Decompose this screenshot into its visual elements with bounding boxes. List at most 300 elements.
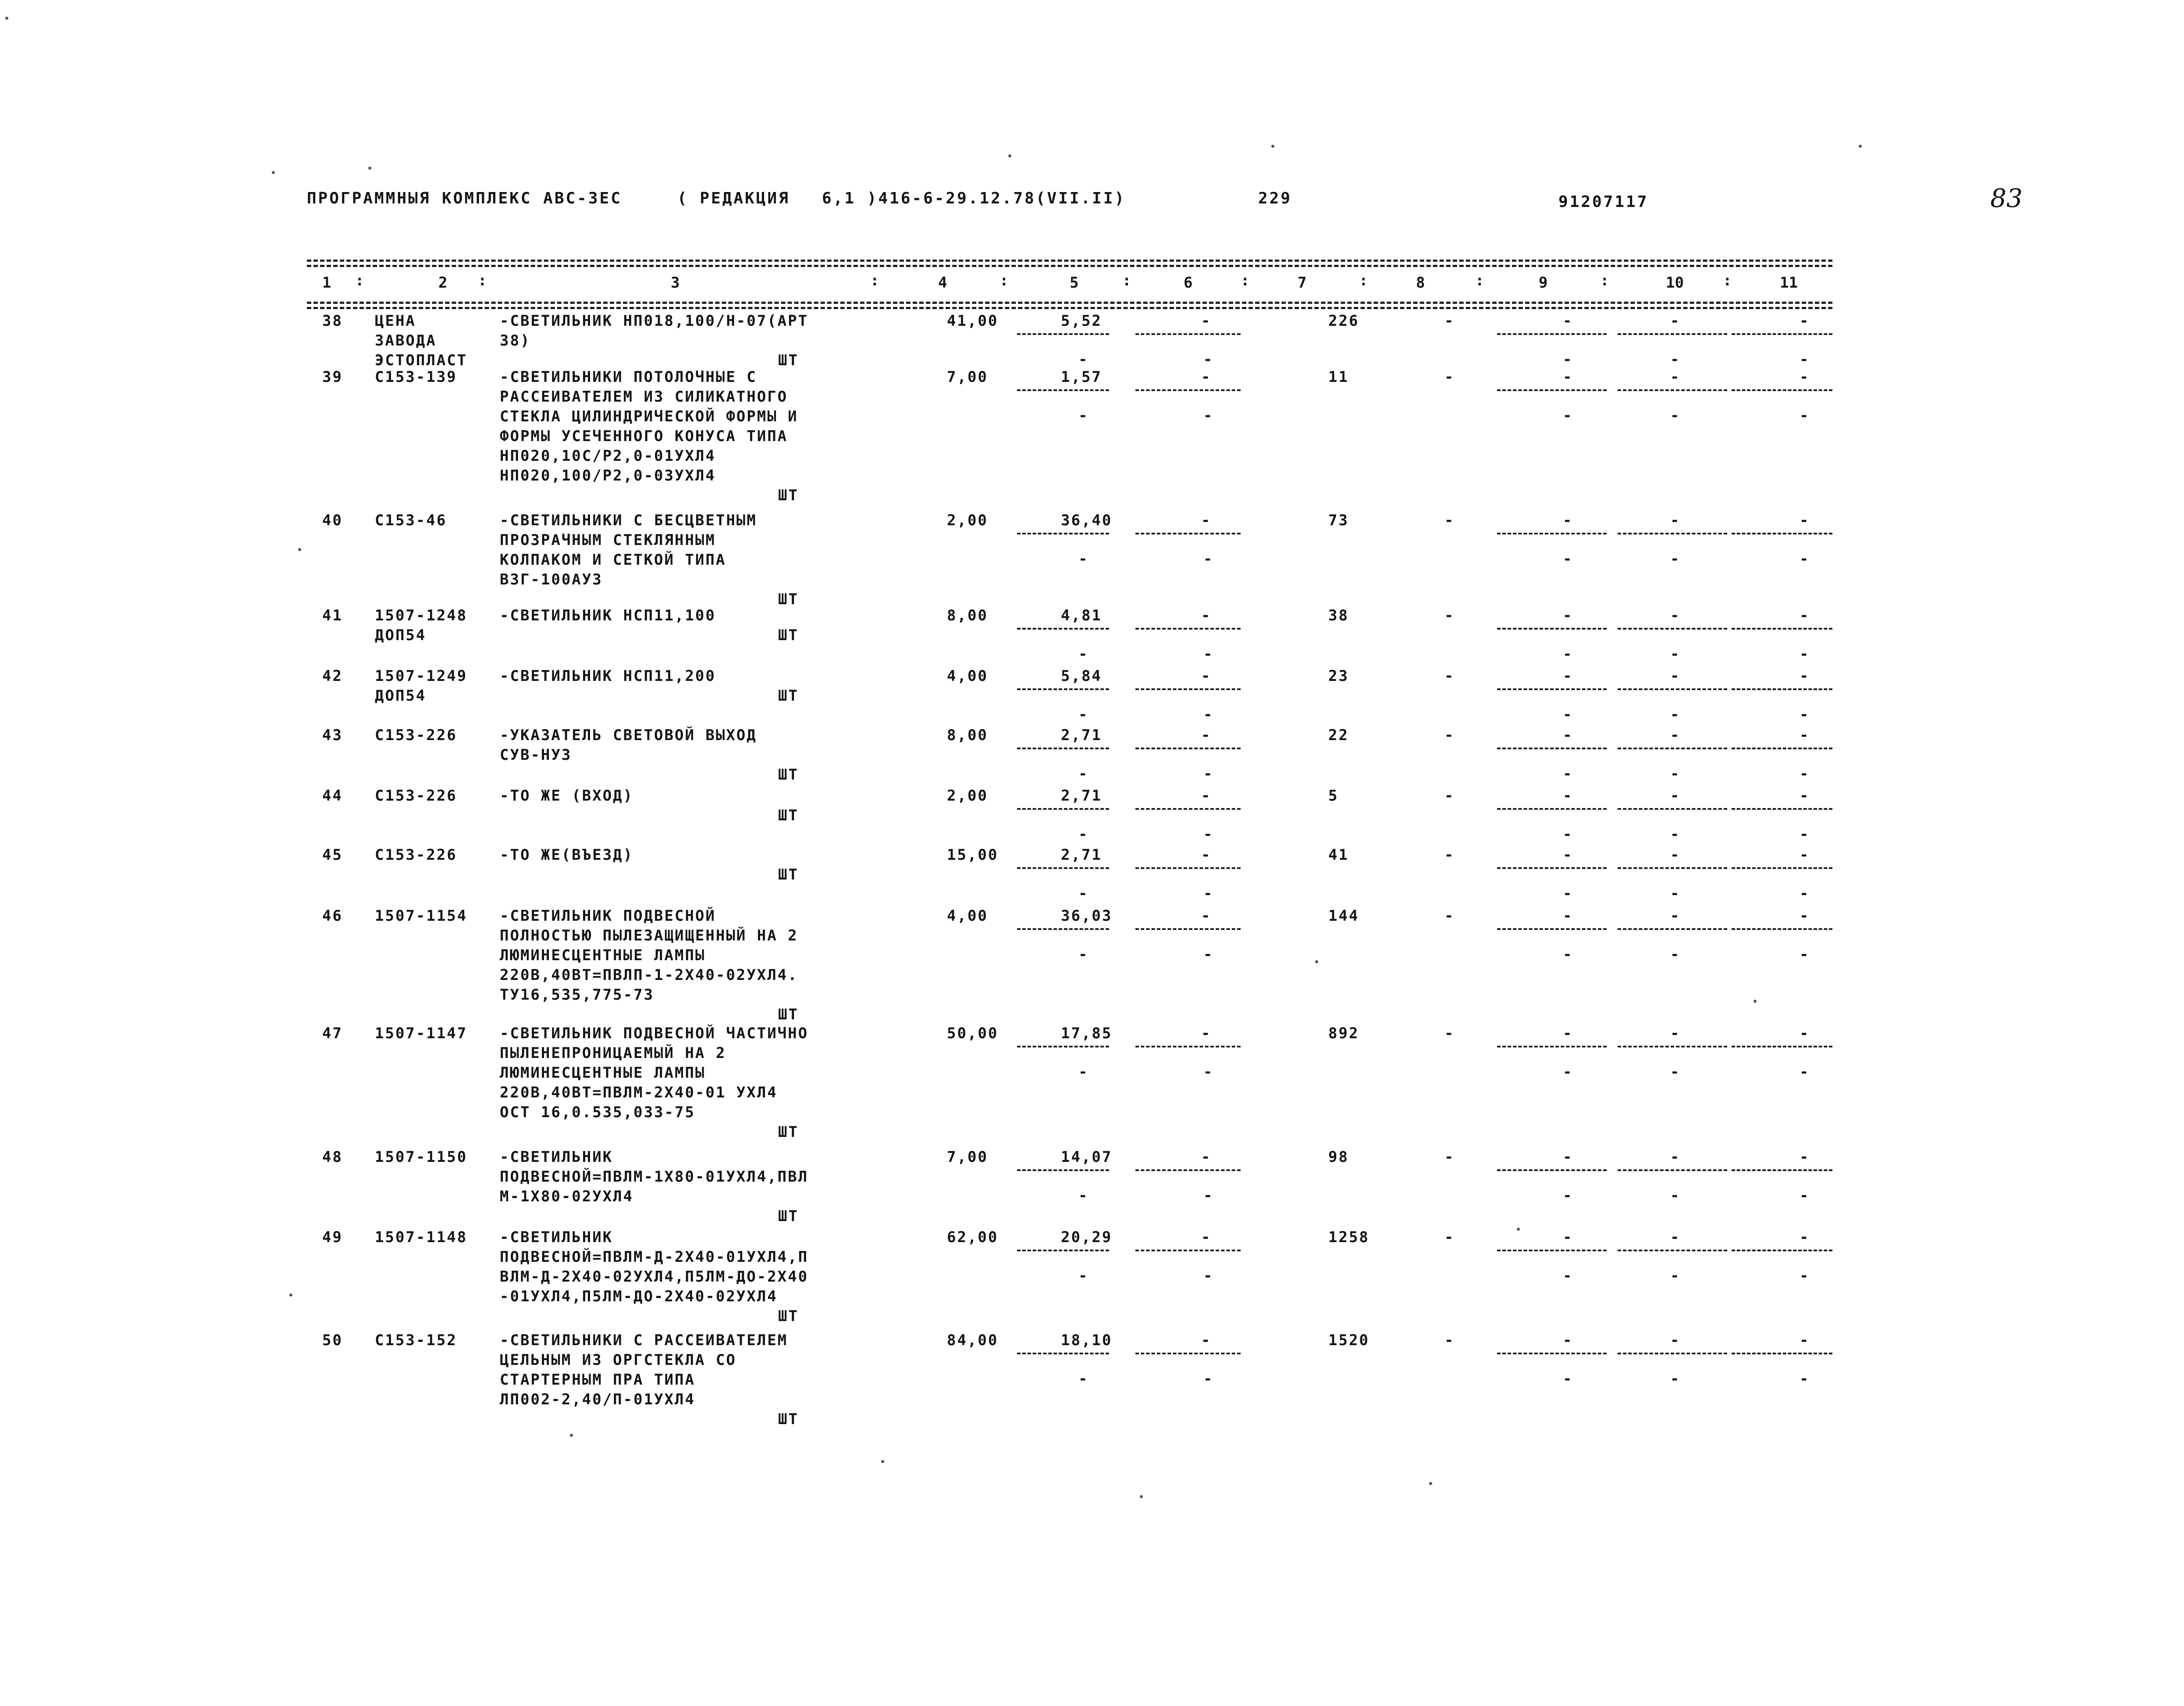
price-code: 1507-1147 [375, 1025, 468, 1042]
column-11-value: - [1800, 1025, 1810, 1042]
item-description: -ТО ЖЕ (ВХОД) [500, 787, 634, 805]
scan-speck [1754, 1000, 1757, 1003]
unit-price-value: 20,29 [1061, 1229, 1113, 1246]
unit-of-measure: ШТ [778, 866, 799, 883]
item-description: ФОРМЫ УСЕЧЕННОГО КОНУСА ТИПА [500, 427, 788, 445]
unit-price-value: 5,84 [1061, 667, 1102, 685]
column-separator: : [1122, 272, 1131, 289]
item-description: ЛЮМИНЕСЦЕНТНЫЕ ЛАМПЫ [500, 947, 706, 964]
column-8-value: - [1444, 1148, 1455, 1166]
unit-of-measure: ШТ [778, 487, 799, 504]
secondary-dash-mark: - [1563, 550, 1573, 568]
column-10-value: - [1670, 1229, 1681, 1246]
cell-separator [1497, 1046, 1607, 1047]
scan-speck [272, 171, 275, 174]
secondary-dash-mark: - [1800, 885, 1810, 902]
unit-price-value: 18,10 [1061, 1332, 1113, 1349]
secondary-dash-mark: - [1203, 1187, 1214, 1204]
unit-of-measure: ШТ [778, 766, 799, 784]
cell-separator [1618, 389, 1727, 391]
item-description: 38) [500, 332, 531, 349]
total-cost-value: 73 [1328, 512, 1349, 529]
cell-separator [1732, 1169, 1832, 1171]
cell-separator [1135, 1250, 1241, 1251]
secondary-dash-mark: - [1800, 946, 1810, 963]
column-number-2: 2 [438, 274, 448, 292]
column-8-value: - [1444, 907, 1455, 925]
column-8-value: - [1444, 368, 1455, 386]
column-number-7: 7 [1298, 274, 1307, 292]
price-code: ЦЕНА [375, 312, 416, 330]
secondary-dash-mark: - [1203, 550, 1214, 568]
column-11-value: - [1800, 312, 1810, 330]
cell-separator [1618, 808, 1727, 810]
item-description: -01УХЛ4,П5ЛМ-ДО-2Х40-02УХЛ4 [500, 1288, 778, 1305]
column-10-value: - [1670, 607, 1681, 624]
unit-price-value: 5,52 [1061, 312, 1102, 330]
row-number: 49 [322, 1229, 343, 1246]
column-9-value: - [1563, 1148, 1573, 1166]
column-number-8: 8 [1416, 274, 1425, 292]
secondary-dash-mark: - [1563, 885, 1573, 902]
unit-price-value: 36,40 [1061, 512, 1113, 529]
total-cost-value: 23 [1328, 667, 1349, 685]
secondary-dash-mark: - [1563, 351, 1573, 368]
scan-speck [1140, 1495, 1143, 1498]
cell-separator [1732, 533, 1832, 534]
item-description: ЛЮМИНЕСЦЕНТНЫЕ ЛАМПЫ [500, 1064, 706, 1082]
column-9-value: - [1563, 512, 1573, 529]
secondary-dash-mark: - [1203, 1370, 1214, 1388]
column-6-value: - [1201, 1332, 1212, 1349]
scan-speck [298, 548, 301, 551]
item-description: ВЛМ-Д-2Х40-02УХЛ4,П5ЛМ-ДО-2Х40 [500, 1268, 809, 1286]
secondary-dash-mark: - [1078, 826, 1089, 843]
item-description: ОСТ 16,0.535,033-75 [500, 1104, 695, 1121]
cell-separator [1732, 748, 1832, 749]
secondary-dash-mark: - [1078, 1063, 1089, 1081]
column-separator: : [1600, 272, 1609, 289]
item-description: ЛП002-2,40/П-01УХЛ4 [500, 1391, 695, 1408]
cell-separator [1497, 1250, 1607, 1251]
cell-separator [1135, 688, 1241, 690]
secondary-dash-mark: - [1670, 885, 1681, 902]
column-9-value: - [1563, 312, 1573, 330]
cell-separator [1017, 389, 1109, 391]
cell-separator [1135, 1046, 1241, 1047]
secondary-dash-mark: - [1800, 1370, 1810, 1388]
secondary-dash-mark: - [1670, 550, 1681, 568]
cell-separator [1017, 808, 1109, 810]
cell-separator [1618, 688, 1727, 690]
row-number: 42 [322, 667, 343, 685]
scan-speck [289, 1293, 292, 1296]
cell-separator [1618, 628, 1727, 630]
secondary-dash-mark: - [1203, 351, 1214, 368]
column-6-value: - [1201, 727, 1212, 744]
item-description: -СВЕТИЛЬНИКИ С РАССЕИВАТЕЛЕМ [500, 1332, 788, 1349]
cell-separator [1618, 1169, 1727, 1171]
unit-of-measure: ШТ [778, 1123, 799, 1141]
secondary-dash-mark: - [1203, 946, 1214, 963]
quantity-value: 50,00 [947, 1025, 999, 1042]
cell-separator [1732, 688, 1832, 690]
scan-speck [368, 167, 371, 170]
column-number-6: 6 [1184, 274, 1193, 292]
cell-separator [1618, 1046, 1727, 1047]
row-number: 50 [322, 1332, 343, 1349]
column-number-1: 1 [322, 274, 331, 292]
price-code: ЭСТОПЛАСТ [375, 352, 468, 369]
cell-separator [1732, 1353, 1832, 1354]
secondary-dash-mark: - [1670, 407, 1681, 424]
column-9-value: - [1563, 727, 1573, 744]
item-description: -СВЕТИЛЬНИК НСП11,200 [500, 667, 716, 685]
unit-of-measure: ШТ [778, 1307, 799, 1325]
secondary-dash-mark: - [1563, 1370, 1573, 1388]
column-number-4: 4 [938, 274, 947, 292]
price-code: ДОП54 [375, 627, 427, 644]
quantity-value: 41,00 [947, 312, 999, 330]
item-description: ПЫЛЕНЕПРОНИЦАЕМЫЙ НА 2 [500, 1044, 726, 1062]
quantity-value: 62,00 [947, 1229, 999, 1246]
total-cost-value: 892 [1328, 1025, 1359, 1042]
secondary-dash-mark: - [1078, 946, 1089, 963]
cell-separator [1017, 748, 1109, 749]
secondary-dash-mark: - [1203, 645, 1214, 663]
row-number: 44 [322, 787, 343, 805]
cell-separator [1618, 748, 1727, 749]
secondary-dash-mark: - [1670, 946, 1681, 963]
program-title: ПРОГРАММНЫЯ КОМПЛЕКС АВС-ЗЕС [307, 189, 622, 207]
price-code: ДОП54 [375, 687, 427, 705]
cell-separator [1497, 628, 1607, 630]
column-number-11: 11 [1780, 274, 1798, 292]
secondary-dash-mark: - [1800, 1267, 1810, 1285]
column-10-value: - [1670, 1025, 1681, 1042]
item-description: НП020,100/Р2,0-03УХЛ4 [500, 467, 716, 484]
unit-price-value: 1,57 [1061, 368, 1102, 386]
scan-speck [1859, 145, 1862, 148]
scan-speck [5, 17, 8, 20]
column-number-10: 10 [1666, 274, 1684, 292]
secondary-dash-mark: - [1078, 765, 1089, 783]
total-cost-value: 144 [1328, 907, 1359, 925]
scan-speck [1517, 1228, 1520, 1231]
cell-separator [1017, 1250, 1109, 1251]
column-11-value: - [1800, 368, 1810, 386]
total-cost-value: 1520 [1328, 1332, 1369, 1349]
handwritten-sheet-number: 83 [1990, 183, 2023, 213]
column-8-value: - [1444, 1332, 1455, 1349]
column-6-value: - [1201, 846, 1212, 864]
secondary-dash-mark: - [1563, 1063, 1573, 1081]
column-6-value: - [1201, 607, 1212, 624]
item-description: ПРОЗРАЧНЫМ СТЕКЛЯННЫМ [500, 531, 716, 549]
column-10-value: - [1670, 667, 1681, 685]
column-9-value: - [1563, 907, 1573, 925]
column-6-value: - [1201, 312, 1212, 330]
item-description: ПОДВЕСНОЙ=ПВЛМ-1Х80-01УХЛ4,ПВЛ [500, 1168, 809, 1186]
scan-speck [1429, 1482, 1432, 1485]
cell-separator [1017, 688, 1109, 690]
cell-separator [1017, 1353, 1109, 1354]
cell-separator [1497, 688, 1607, 690]
item-description: М-1Х80-02УХЛ4 [500, 1188, 634, 1205]
secondary-dash-mark: - [1670, 1267, 1681, 1285]
total-cost-value: 226 [1328, 312, 1359, 330]
cell-separator [1017, 867, 1109, 869]
item-description: -СВЕТИЛЬНИК [500, 1148, 613, 1166]
secondary-dash-mark: - [1203, 885, 1214, 902]
cell-separator [1135, 1353, 1241, 1354]
unit-of-measure: ШТ [778, 687, 799, 705]
column-9-value: - [1563, 607, 1573, 624]
cell-separator [1618, 867, 1727, 869]
column-10-value: - [1670, 1332, 1681, 1349]
secondary-dash-mark: - [1563, 407, 1573, 424]
secondary-dash-mark: - [1670, 765, 1681, 783]
item-description: -СВЕТИЛЬНИКИ С БЕСЦВЕТНЫМ [500, 512, 757, 529]
row-number: 47 [322, 1025, 343, 1042]
column-8-value: - [1444, 607, 1455, 624]
cell-separator [1732, 628, 1832, 630]
cell-separator [1497, 533, 1607, 534]
cell-separator [1732, 1250, 1832, 1251]
quantity-value: 7,00 [947, 368, 988, 386]
secondary-dash-mark: - [1800, 826, 1810, 843]
cell-separator [1732, 1046, 1832, 1047]
quantity-value: 84,00 [947, 1332, 999, 1349]
column-10-value: - [1670, 907, 1681, 925]
column-separator: : [1241, 272, 1250, 289]
unit-price-value: 14,07 [1061, 1148, 1113, 1166]
cell-separator [1497, 928, 1607, 930]
column-11-value: - [1800, 846, 1810, 864]
cell-separator [1618, 1353, 1727, 1354]
unit-price-value: 36,03 [1061, 907, 1113, 925]
column-11-value: - [1800, 512, 1810, 529]
column-separator: : [1475, 272, 1484, 289]
scan-speck [881, 1460, 884, 1463]
cell-separator [1017, 1046, 1109, 1047]
secondary-dash-mark: - [1078, 706, 1089, 723]
column-separator: : [870, 272, 879, 289]
row-number: 40 [322, 512, 343, 529]
unit-price-value: 17,85 [1061, 1025, 1113, 1042]
total-cost-value: 98 [1328, 1148, 1349, 1166]
cell-separator [1135, 533, 1241, 534]
item-description: ТУ16,535,775-73 [500, 986, 654, 1004]
column-6-value: - [1201, 667, 1212, 685]
scan-speck [570, 1434, 573, 1437]
column-6-value: - [1201, 512, 1212, 529]
cell-separator [1497, 748, 1607, 749]
secondary-dash-mark: - [1800, 706, 1810, 723]
column-separator: : [1723, 272, 1732, 289]
cell-separator [1497, 389, 1607, 391]
secondary-dash-mark: - [1078, 1267, 1089, 1285]
item-description: 220В,40ВТ=ПВЛП-1-2Х40-02УХЛ4. [500, 966, 798, 984]
cell-separator [1135, 1169, 1241, 1171]
item-description: ПОЛНОСТЬЮ ПЫЛЕЗАЩИЩЕННЫЙ НА 2 [500, 927, 798, 944]
column-8-value: - [1444, 787, 1455, 805]
column-9-value: - [1563, 787, 1573, 805]
cell-separator [1732, 867, 1832, 869]
secondary-dash-mark: - [1670, 826, 1681, 843]
secondary-dash-mark: - [1563, 826, 1573, 843]
scan-speck [1271, 145, 1274, 148]
item-description: СУВ-НУЗ [500, 746, 572, 764]
quantity-value: 8,00 [947, 727, 988, 744]
version-label: 6,1 )416-6-29.12.78(VII.II) [822, 189, 1126, 207]
cell-separator [1732, 928, 1832, 930]
quantity-value: 8,00 [947, 607, 988, 624]
column-8-value: - [1444, 727, 1455, 744]
cell-separator [1135, 808, 1241, 810]
price-code: 1507-1150 [375, 1148, 468, 1166]
total-cost-value: 11 [1328, 368, 1349, 386]
secondary-dash-mark: - [1203, 826, 1214, 843]
quantity-value: 4,00 [947, 667, 988, 685]
price-code: С153-226 [375, 787, 457, 805]
item-description: КОЛПАКОМ И СЕТКОЙ ТИПА [500, 551, 726, 569]
cell-separator [1497, 333, 1607, 335]
secondary-dash-mark: - [1203, 1267, 1214, 1285]
secondary-dash-mark: - [1203, 1063, 1214, 1081]
column-10-value: - [1670, 727, 1681, 744]
item-description: -СВЕТИЛЬНИК [500, 1229, 613, 1246]
quantity-value: 4,00 [947, 907, 988, 925]
column-11-value: - [1800, 1229, 1810, 1246]
total-cost-value: 5 [1328, 787, 1339, 805]
quantity-value: 7,00 [947, 1148, 988, 1166]
secondary-dash-mark: - [1563, 1267, 1573, 1285]
cell-separator [1017, 628, 1109, 630]
column-separator: : [1000, 272, 1009, 289]
table-top-rule [307, 260, 1832, 262]
table-top-rule-2 [307, 265, 1832, 267]
item-description: НП020,10С/Р2,0-01УХЛ4 [500, 447, 716, 465]
column-11-value: - [1800, 907, 1810, 925]
column-8-value: - [1444, 846, 1455, 864]
item-description: -СВЕТИЛЬНИКИ ПОТОЛОЧНЫЕ С [500, 368, 757, 386]
unit-of-measure: ШТ [778, 807, 799, 824]
column-6-value: - [1201, 368, 1212, 386]
item-description: -СВЕТИЛЬНИК НП018,100/Н-07(АРТ [500, 312, 809, 330]
cell-separator [1135, 748, 1241, 749]
row-number: 41 [322, 607, 343, 624]
column-9-value: - [1563, 846, 1573, 864]
item-description: 220В,40ВТ=ПВЛМ-2Х40-01 УХЛ4 [500, 1084, 778, 1101]
secondary-dash-mark: - [1078, 645, 1089, 663]
quantity-value: 2,00 [947, 787, 988, 805]
unit-of-measure: ШТ [778, 1006, 799, 1023]
secondary-dash-mark: - [1800, 351, 1810, 368]
secondary-dash-mark: - [1203, 407, 1214, 424]
total-cost-value: 22 [1328, 727, 1349, 744]
column-8-value: - [1444, 1229, 1455, 1246]
column-9-value: - [1563, 1025, 1573, 1042]
column-8-value: - [1444, 667, 1455, 685]
secondary-dash-mark: - [1078, 885, 1089, 902]
column-separator: : [1359, 272, 1368, 289]
column-6-value: - [1201, 907, 1212, 925]
scan-speck [1008, 154, 1011, 157]
column-9-value: - [1563, 667, 1573, 685]
cell-separator [1017, 1169, 1109, 1171]
secondary-dash-mark: - [1670, 1063, 1681, 1081]
secondary-dash-mark: - [1078, 1187, 1089, 1204]
item-description: ПОДВЕСНОЙ=ПВЛМ-Д-2Х40-01УХЛ4,П [500, 1248, 809, 1266]
total-cost-value: 38 [1328, 607, 1349, 624]
row-number: 46 [322, 907, 343, 925]
column-10-value: - [1670, 312, 1681, 330]
secondary-dash-mark: - [1800, 765, 1810, 783]
secondary-dash-mark: - [1078, 1370, 1089, 1388]
column-6-value: - [1201, 787, 1212, 805]
cell-separator [1732, 808, 1832, 810]
cell-separator [1135, 928, 1241, 930]
column-11-value: - [1800, 667, 1810, 685]
total-cost-value: 41 [1328, 846, 1349, 864]
cell-separator [1497, 808, 1607, 810]
column-11-value: - [1800, 1332, 1810, 1349]
quantity-value: 2,00 [947, 512, 988, 529]
secondary-dash-mark: - [1563, 946, 1573, 963]
price-code: ЗАВОДА [375, 332, 437, 349]
item-description: -УКАЗАТЕЛЬ СВЕТОВОЙ ВЫХОД [500, 727, 757, 744]
secondary-dash-mark: - [1670, 645, 1681, 663]
row-number: 43 [322, 727, 343, 744]
edition-label: ( РЕДАКЦИЯ [677, 189, 790, 207]
document-code: 91207117 [1558, 193, 1649, 211]
cell-separator [1497, 867, 1607, 869]
page-number: 229 [1258, 189, 1292, 207]
secondary-dash-mark: - [1670, 1187, 1681, 1204]
secondary-dash-mark: - [1800, 645, 1810, 663]
unit-price-value: 2,71 [1061, 787, 1102, 805]
unit-of-measure: ШТ [778, 352, 799, 369]
column-separator: : [478, 272, 487, 289]
item-description: -СВЕТИЛЬНИК НСП11,100 [500, 607, 716, 624]
price-code: С153-139 [375, 368, 457, 386]
item-description: -СВЕТИЛЬНИК ПОДВЕСНОЙ [500, 907, 716, 925]
item-description: ВЗГ-100АУЗ [500, 571, 603, 588]
item-description: СТЕКЛА ЦИЛИНДРИЧЕСКОЙ ФОРМЫ И [500, 408, 798, 425]
secondary-dash-mark: - [1563, 645, 1573, 663]
unit-of-measure: ШТ [778, 591, 799, 608]
secondary-dash-mark: - [1800, 1063, 1810, 1081]
column-6-value: - [1201, 1025, 1212, 1042]
secondary-dash-mark: - [1800, 407, 1810, 424]
cell-separator [1732, 333, 1832, 335]
column-9-value: - [1563, 368, 1573, 386]
item-description: ЦЕЛЬНЫМ ИЗ ОРГСТЕКЛА СО [500, 1351, 736, 1369]
cell-separator [1135, 389, 1241, 391]
scan-speck [1315, 960, 1318, 963]
cell-separator [1732, 389, 1832, 391]
cell-separator [1497, 1169, 1607, 1171]
column-header-rule-2 [307, 307, 1832, 309]
secondary-dash-mark: - [1078, 550, 1089, 568]
item-description: -СВЕТИЛЬНИК ПОДВЕСНОЙ ЧАСТИЧНО [500, 1025, 809, 1042]
quantity-value: 15,00 [947, 846, 999, 864]
price-code: 1507-1148 [375, 1229, 468, 1246]
cell-separator [1135, 867, 1241, 869]
price-code: 1507-1154 [375, 907, 468, 925]
secondary-dash-mark: - [1670, 706, 1681, 723]
